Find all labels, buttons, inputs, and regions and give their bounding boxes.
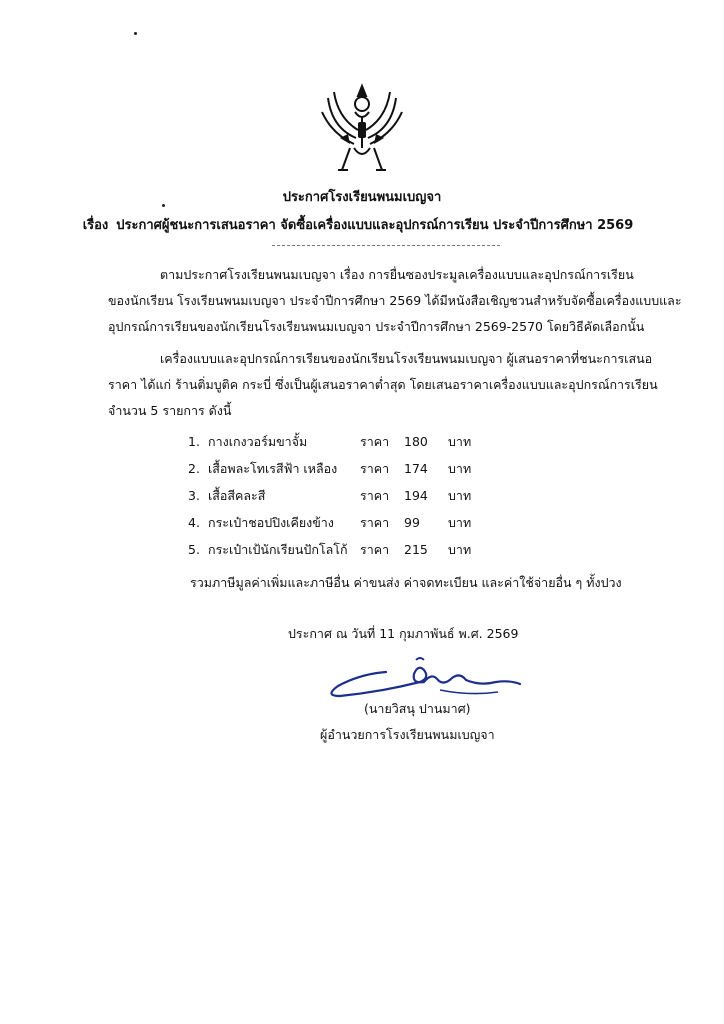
paragraph1-line1: ตามประกาศโรงเรียนพนมเบญจา เรื่อง การยื่นซองประมูลเครื่องแบบและอุปกรณ์การเรียน	[160, 267, 634, 282]
item-name: กระเป๋าชอปปิงเคียงข้าง	[208, 515, 334, 530]
paragraph2-line1: เครื่องแบบและอุปกรณ์การเรียนของนักเรียนโรงเรียนพนมเบญจา ผู้เสนอราคาที่ชนะการเสนอ	[160, 351, 653, 366]
item-number: 4.	[188, 515, 200, 530]
paragraph2-line3: จำนวน 5 รายการ ดังนี้	[108, 403, 232, 418]
paragraph1-line3: อุปกรณ์การเรียนของนักเรียนโรงเรียนพนมเบญจา ประจำปีการศึกษา 2569-2570 โดยวิธีคัดเลือกนั้น	[108, 319, 645, 334]
list-item	[188, 482, 508, 509]
item-name: เสื้อสีคละสี	[208, 488, 266, 503]
signer-position: ผู้อำนวยการโรงเรียนพนมเบญจา	[320, 727, 495, 742]
item-number: 3.	[188, 488, 200, 503]
list-item	[188, 536, 508, 563]
list-item	[188, 455, 508, 482]
item-price: 215	[404, 542, 428, 557]
subject-label: เรื่อง	[82, 218, 109, 233]
item-name: เสื้อพละโทเรสีฟ้า เหลือง	[208, 461, 338, 476]
price-unit: บาท	[448, 461, 472, 476]
item-price: 174	[404, 461, 428, 476]
item-price: 180	[404, 434, 428, 449]
item-price: 194	[404, 488, 428, 503]
item-number: 1.	[188, 434, 200, 449]
list-item	[188, 509, 508, 536]
price-label: ราคา	[360, 461, 390, 476]
price-unit: บาท	[448, 515, 472, 530]
subject-text: ประกาศผู้ชนะการเสนอราคา จัดซื้อเครื่องแบบและอุปกรณ์การเรียน ประจำปีการศึกษา 2569	[116, 218, 634, 233]
dashed-divider	[272, 245, 500, 246]
scan-speck	[162, 204, 165, 207]
vat-note: รวมภาษีมูลค่าเพิ่มและภาษีอื่น ค่าขนส่ง ค่าจดทะเบียน และค่าใช้จ่ายอื่น ๆ ทั้งปวง	[190, 575, 622, 590]
item-name: กางเกงวอร์มขาจั้ม	[208, 434, 308, 449]
price-label: ราคา	[360, 542, 390, 557]
announcement-subject	[0, 214, 724, 235]
paragraph2-line2: ราคา ได้แก่ ร้านติ่มบูติค กระบี่ ซึ่งเป็นผู้เสนอราคาต่ำสุด โดยเสนอราคาเครื่องแบบและอุปกรณ์การเรียน	[108, 377, 658, 392]
item-number: 2.	[188, 461, 200, 476]
price-unit: บาท	[448, 488, 472, 503]
garuda-emblem-icon	[318, 78, 406, 178]
item-number: 5.	[188, 542, 200, 557]
announcement-date: ประกาศ ณ วันที่ 11 กุมภาพันธ์ พ.ศ. 2569	[288, 626, 519, 641]
price-label: ราคา	[360, 488, 390, 503]
price-label: ราคา	[360, 434, 390, 449]
item-name: กระเป๋าเป้นักเรียนปักโลโก้	[208, 542, 348, 557]
paragraph1-line2: ของนักเรียน โรงเรียนพนมเบญจา ประจำปีการศึกษา 2569 ได้มีหนังสือเชิญชวนสำหรับจัดซื้อเครื่องแบบและ	[108, 293, 682, 308]
announcement-title: ประกาศโรงเรียนพนมเบญจา	[282, 190, 442, 205]
list-item	[188, 428, 508, 455]
item-price: 99	[404, 515, 420, 530]
item-list	[188, 428, 508, 563]
price-unit: บาท	[448, 542, 472, 557]
price-label: ราคา	[360, 515, 390, 530]
price-unit: บาท	[448, 434, 472, 449]
scan-speck	[134, 32, 137, 35]
signer-name: (นายวิสนุ ปานมาศ)	[364, 701, 471, 716]
